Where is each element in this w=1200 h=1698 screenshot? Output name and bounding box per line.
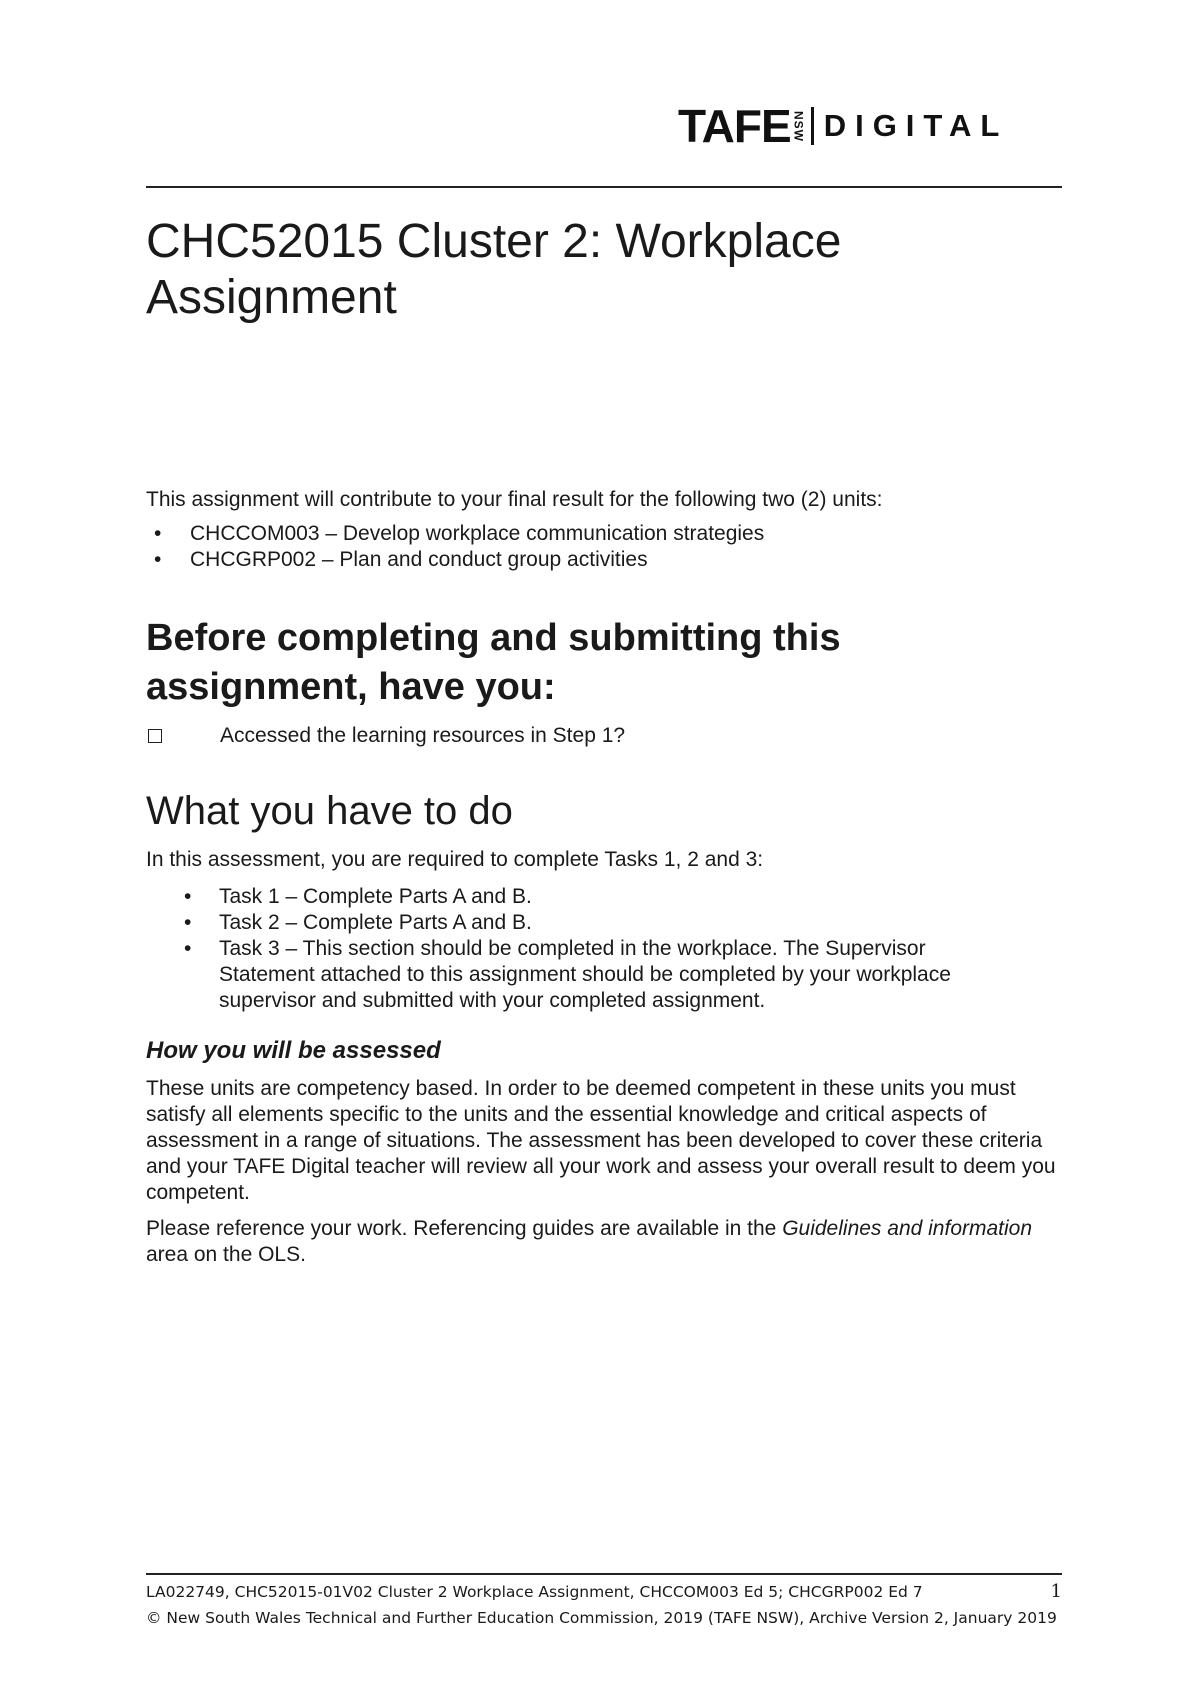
page-footer xyxy=(146,1579,1062,1631)
logo-divider xyxy=(811,107,814,145)
footer-copyright: © New South Wales Technical and Further Education Commission, 2019 (TAFE NSW), Archive Version 2, January 2019 xyxy=(146,1609,1057,1627)
page-title: CHC52015 Cluster 2: Workplace Assignment xyxy=(146,215,842,324)
checklist-item xyxy=(146,723,625,749)
guidelines-reference: Guidelines and information xyxy=(782,1217,1033,1240)
before-heading: Before completing and submitting this assignment, have you: xyxy=(146,617,841,708)
assessed-paragraph: These units are competency based. In order to be deemed competent in these units you must satisfy all elements specific to the units and the essential knowledge and critical aspects of assessment in a range of situations. The assessment has been developed to cover these criteria and your TAFE Digital teacher will review all your work and assess your overall result to deem you competent. xyxy=(146,1077,1056,1204)
assessed-heading: How you will be assessed xyxy=(146,1037,441,1064)
list-item: • Task 1 – Complete Parts A and B. xyxy=(146,884,979,910)
header-rule xyxy=(146,186,1062,188)
todo-heading: What you have to do xyxy=(146,789,513,833)
logo-state: NSW xyxy=(791,110,806,142)
footer-rule xyxy=(146,1573,1062,1575)
todo-intro: In this assessment, you are required to complete Tasks 1, 2 and 3: xyxy=(146,848,764,871)
reference-text-end: area on the OLS. xyxy=(146,1243,306,1266)
list-item: • CHCCOM003 – Develop workplace communication strategies xyxy=(146,521,764,547)
list-item: • Task 2 – Complete Parts A and B. xyxy=(146,910,979,936)
logo-division: DIGITAL xyxy=(823,108,1009,143)
logo-brand: TAFE xyxy=(678,100,791,152)
checkbox[interactable] xyxy=(148,729,162,743)
tafe-digital-logo xyxy=(678,100,1009,152)
list-item: • CHCGRP002 – Plan and conduct group activities xyxy=(146,547,764,573)
page-number: 1 xyxy=(1050,1581,1062,1602)
footer-doc-ref: LA022749, CHC52015-01V02 Cluster 2 Workplace Assignment, CHCCOM003 Ed 5; CHCGRP002 Ed 7 xyxy=(146,1583,923,1601)
reference-text: Please reference your work. Referencing guides are available in the xyxy=(146,1217,783,1240)
tasks-list xyxy=(146,884,1046,1014)
list-item: • Task 3 – This section should be completed in the workplace. The Supervisor Statement attached to this assignment should be completed by your workplace supervisor and submitted with your completed assignment. xyxy=(146,936,979,1014)
checklist-label: Accessed the learning resources in Step 1? xyxy=(220,724,626,747)
reference-paragraph xyxy=(146,1216,1066,1268)
units-list xyxy=(146,521,764,573)
units-intro: This assignment will contribute to your final result for the following two (2) units: xyxy=(146,488,883,511)
